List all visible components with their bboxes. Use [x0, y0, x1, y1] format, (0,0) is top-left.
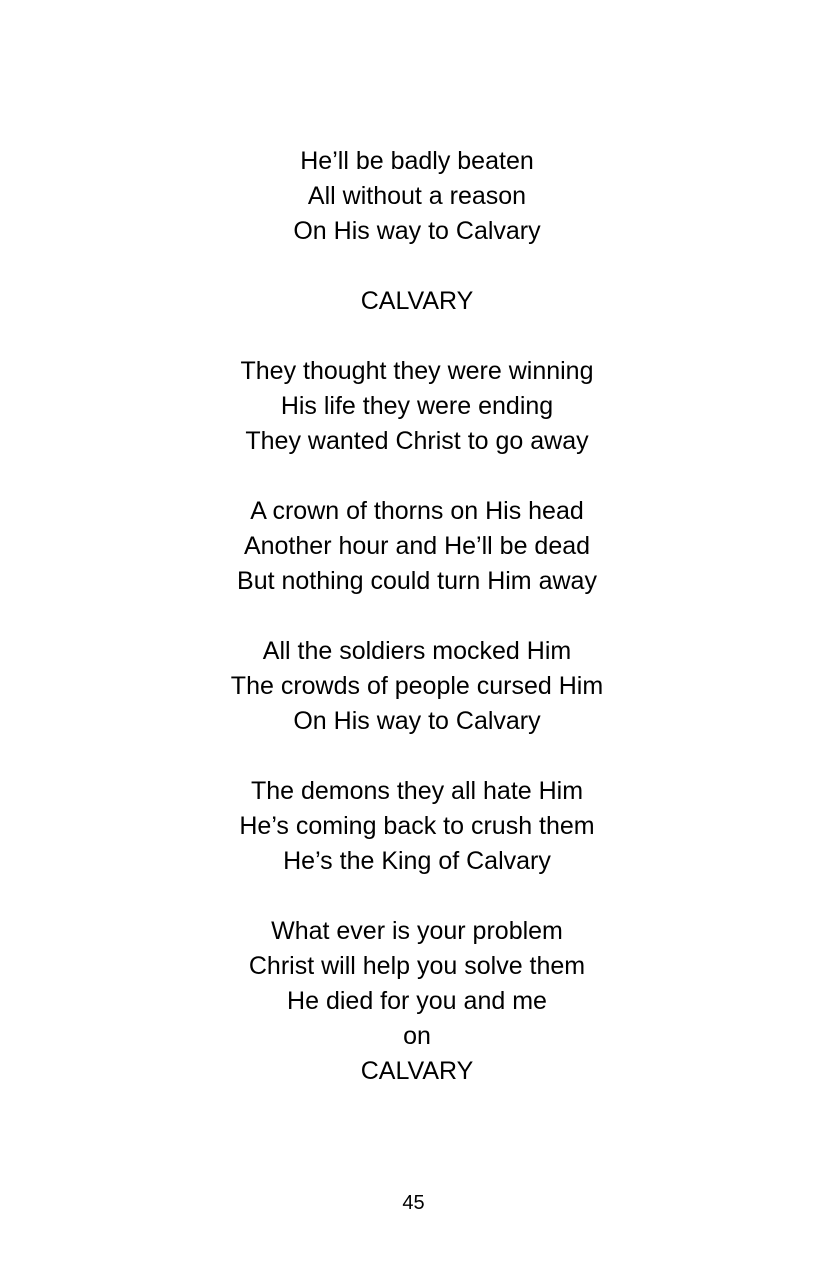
- poem-line: He died for you and me: [287, 987, 547, 1015]
- poem-line: He’ll be badly beaten: [300, 147, 534, 175]
- poem-line: Christ will help you solve them: [248, 952, 586, 980]
- refrain-line: CALVARY: [360, 287, 474, 315]
- poem-line: All the soldiers mocked Him: [262, 637, 572, 665]
- page-number: 45: [402, 1192, 425, 1214]
- poem-line: All without a reason: [307, 182, 527, 210]
- poem-line: But nothing could turn Him away: [237, 567, 597, 595]
- poem-line: A crown of thorns on His head: [250, 497, 584, 525]
- poem-line: on: [403, 1022, 431, 1050]
- poem-line: His life they were ending: [280, 392, 554, 420]
- stanza: [0, 144, 827, 249]
- stanza: [0, 494, 827, 599]
- poem-body: [0, 144, 827, 1089]
- poem-line: He’s coming back to crush them: [239, 812, 595, 840]
- stanza: [0, 354, 827, 459]
- poem-line: The crowds of people cursed Him: [230, 672, 604, 700]
- stanza-refrain: [0, 284, 827, 319]
- poem-line: CALVARY: [360, 1057, 474, 1085]
- stanza: [0, 774, 827, 879]
- poem-line: The demons they all hate Him: [250, 777, 584, 805]
- poem-line: They thought they were winning: [240, 357, 594, 385]
- stanza: [0, 634, 827, 739]
- poem-line: On His way to Calvary: [293, 217, 541, 245]
- poem-line: He’s the King of Calvary: [283, 847, 551, 875]
- poem-line: They wanted Christ to go away: [245, 427, 589, 455]
- stanza-final: [0, 914, 827, 1089]
- poem-line: What ever is your problem: [271, 917, 563, 945]
- poem-line: On His way to Calvary: [293, 707, 541, 735]
- poem-line: Another hour and He’ll be dead: [243, 532, 591, 560]
